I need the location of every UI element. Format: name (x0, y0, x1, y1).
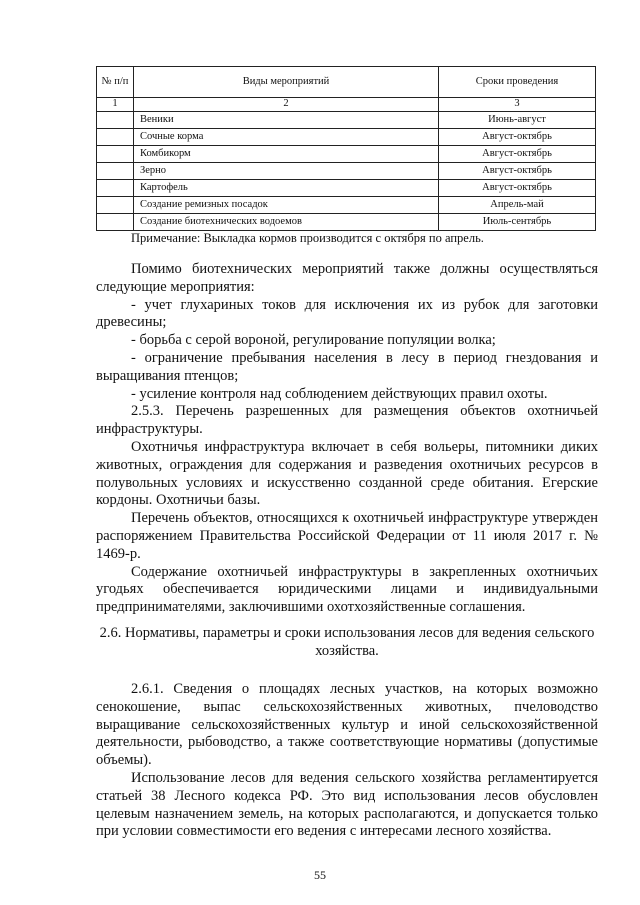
row-num-cell (97, 163, 134, 180)
paragraph-bullet-2: - борьба с серой вороной, регулирование популяции волка; (131, 332, 496, 349)
table-row (97, 214, 596, 231)
paragraph-bullet-4: - усиление контроля над соблюдением действующих правил охоты. (131, 385, 548, 402)
row-num-cell (97, 214, 134, 231)
paragraph-bullet-1: - учет глухариных токов для исключения их из рубок для заготовки древесины; (96, 296, 598, 331)
row-term-cell: Август-октябрь (439, 146, 596, 163)
table-index (97, 98, 596, 112)
table-row (97, 180, 596, 197)
row-event-cell: Сочные корма (134, 129, 439, 146)
paragraph-usage: Использование лесов для ведения сельского хозяйства регламентируется статьей 38 Лесного кодекса РФ. Это вид использования лесов обусловлен целевым назначением земель, на которых располагаются, и допускается только при условии совместимости его ведения с интересами лесного хозяйства. (96, 769, 598, 840)
table-header (97, 67, 596, 98)
paragraph-infrastructure: Охотничья инфраструктура включает в себя вольеры, питомники диких животных, ограждения для содержания и разведения охотничьих ресурсов в полувольных условиях и искусственно созданной среде обитания. Егерские кордоны. Охотничьи базы. (96, 438, 598, 509)
paragraph-approved-list: Перечень объектов, относящихся к охотничьей инфраструктуре утвержден распоряжением Правительства Российской Федерации от 11 июля 2017 г. № 1469-р. (96, 510, 598, 562)
row-term-cell: Август-октябрь (439, 180, 596, 197)
row-num-cell (97, 180, 134, 197)
events-table (96, 66, 596, 231)
table-row (97, 146, 596, 163)
row-event-cell: Создание биотехнических водоемов (134, 214, 439, 231)
index-row (97, 98, 596, 112)
row-event-cell: Веники (134, 112, 439, 129)
header-num: № п/п (97, 67, 134, 98)
row-term-cell: Август-октябрь (439, 129, 596, 146)
row-term-cell: Апрель-май (439, 197, 596, 214)
row-event-cell: Комбикорм (134, 146, 439, 163)
row-num-cell (97, 129, 134, 146)
table-note: Примечание: Выкладка кормов производится с октября по апрель. (131, 231, 484, 245)
table-row (97, 129, 596, 146)
index-cell: 1 (97, 98, 134, 112)
header-row (97, 67, 596, 98)
row-num-cell (97, 112, 134, 129)
header-events: Виды мероприятий (134, 67, 439, 98)
row-event-cell: Создание ремизных посадок (134, 197, 439, 214)
table-body (97, 112, 596, 231)
paragraph-section-261: 2.6.1. Сведения о площадях лесных участков, на которых возможно сенокошение, выпас сельскохозяйственных животных, пчеловодство выращивание сельскохозяйственных культур и иной сельскохозяйственной деятельности, рыбоводство, а также соответствующие нормативы (допустимые объемы). (96, 681, 598, 769)
table-row (97, 163, 596, 180)
paragraph-maintenance: Содержание охотничьей инфраструктуры в закрепленных охотничьих угодьях обеспечивается юридическими лицами и индивидуальными предпринимателями, заключившими охотхозяйственные соглашения. (96, 563, 598, 616)
row-event-cell: Картофель (134, 180, 439, 197)
index-cell: 3 (439, 98, 596, 112)
row-num-cell (97, 197, 134, 214)
section-261-block (96, 681, 598, 841)
table-row (97, 197, 596, 214)
row-num-cell (97, 146, 134, 163)
section-heading-block (96, 625, 598, 661)
table-row (97, 112, 596, 129)
row-term-cell: Август-октябрь (439, 163, 596, 180)
row-term-cell: Июль-сентябрь (439, 214, 596, 231)
header-terms: Сроки проведения (439, 67, 596, 98)
page-number: 55 (314, 868, 326, 882)
section-text-block (96, 261, 598, 617)
section-heading-26: 2.6. Нормативы, параметры и сроки использования лесов для ведения сельского хозяйства. (99, 625, 595, 659)
paragraph-bullet-3: - ограничение пребывания населения в лесу в период гнездования и выращивания птенцов; (96, 349, 598, 384)
row-event-cell: Зерно (134, 163, 439, 180)
paragraph-section-253: 2.5.3. Перечень разрешенных для размещения объектов охотничьей инфраструктуры. (96, 403, 598, 438)
paragraph-intro: Помимо биотехнических мероприятий также должны осуществляться следующие мероприятия: (96, 261, 598, 295)
index-cell: 2 (134, 98, 439, 112)
row-term-cell: Июнь-август (439, 112, 596, 129)
